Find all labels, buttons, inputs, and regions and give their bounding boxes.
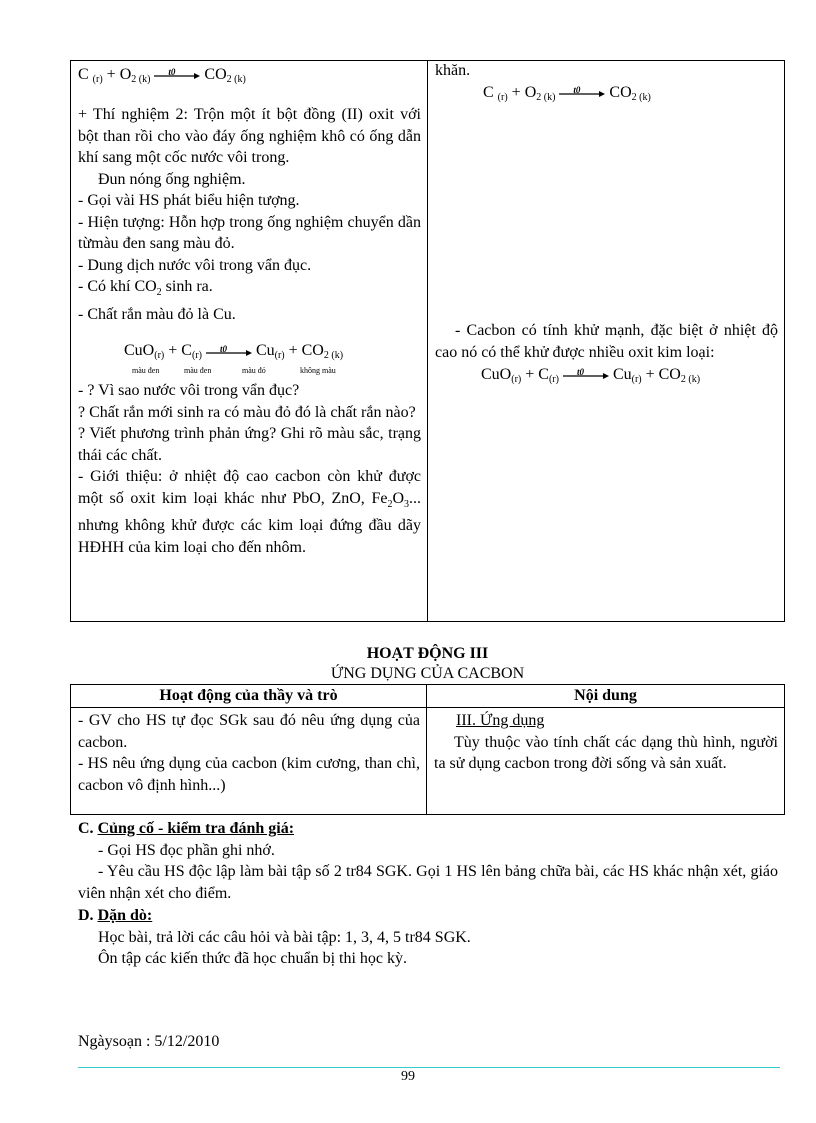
- page-number: 99: [401, 1069, 415, 1084]
- heat-step: Đun nóng ống nghiệm.: [98, 170, 246, 188]
- heat-arrow-icon: t0: [559, 86, 605, 100]
- question-limewater: - ? Vì sao nước vôi trong vẩn đục?: [78, 382, 300, 400]
- equation-carbon-oxygen-right: C $_{(r)} + O_{2 (k)}$ t0 $CO_{2 (k)}$: [483, 84, 651, 103]
- column-header-content: Nội dung: [427, 685, 785, 708]
- equation-cuo-carbon-right: $CuO_{(r)} + C_{(r)}$ t0 $Cu_{(r)} + CO_{2 (k)}$: [481, 366, 701, 385]
- question-red-solid: ? Chất rắn mới sinh ra có màu đỏ đó là chất rắn nào?: [78, 403, 416, 421]
- limewater-cloudy: - Dung dịch nước vôi trong vẩn đục.: [78, 256, 312, 274]
- lesson-table-top: [70, 60, 785, 622]
- section-c-line-1: - Gọi HS đọc phần ghi nhớ.: [98, 841, 275, 859]
- section-c-label: Củng cố - kiểm tra đánh giá:: [97, 820, 295, 837]
- introduction: - Giới thiệu: ở nhiệt độ cao cacbon còn khử được một số oxit kim loại khác như PbO, ZnO, $Fe_2O_3$... nhưng không khử được các kim loại đứng đầu dãy HĐHH của kim loại cho đến nhôm.: [78, 468, 421, 556]
- call-students: - Gọi vài HS phát biểu hiện tượng.: [78, 192, 300, 209]
- student-task: - HS nêu ứng dụng của cacbon (kim cương, than chì, cacbon vô định hình...): [78, 755, 420, 794]
- application-content-cell: [427, 708, 785, 815]
- section-d: D. Dặn dò: Học bài, trả lời các câu hỏi và bài tập: 1, 3, 4, 5 tr84 SGK. Ôn tập các kiến thức đã học chuẩn bị thi học kỳ.: [78, 905, 778, 970]
- section-d-line-2: Ôn tập các kiến thức đã học chuẩn bị thi học kỳ.: [98, 950, 408, 967]
- application-heading: III. Ứng dụng: [456, 712, 545, 729]
- gas-released: - Có khí $CO_2$ sinh ra.: [78, 278, 213, 299]
- continued-text: khăn.: [435, 62, 471, 79]
- heat-arrow-icon: t0: [563, 368, 609, 382]
- section-c-line-2: - Yêu cầu HS độc lập làm bài tập số 2 tr84 SGK. Gọi 1 HS lên bảng chữa bài, các HS khác nhận xét, giáo viên nhận xét cho điểm.: [78, 863, 778, 902]
- teacher-student-cell: [71, 61, 428, 622]
- section-c: C. Củng cố - kiểm tra đánh giá: - Gọi HS đọc phần ghi nhớ. - Yêu cầu HS độc lập làm bài tập số 2 tr84 SGK. Gọi 1 HS lên bảng chữa bài, các HS khác nhận xét, giáo viên nhận xét cho điểm.: [78, 818, 778, 904]
- phenomenon: - Hiện tượng: Hỗn hợp trong ống nghiệm chuyển dần từmàu đen sang màu đỏ.: [78, 213, 421, 252]
- content-cell: [428, 61, 785, 622]
- teacher-task: - GV cho HS tự đọc SGk sau đó nêu ứng dụng của cacbon.: [78, 712, 420, 751]
- equation-carbon-oxygen: C $_{(r)} + O_{2 (k)}$ t0 $CO_{2 (k)}$: [78, 66, 246, 85]
- heat-arrow-icon: t0: [206, 345, 252, 359]
- column-header-activities: Hoạt động của thầy và trò: [71, 685, 427, 708]
- activity-subtitle: ỨNG DỤNG CỦA CACBON: [330, 665, 525, 682]
- section-d-label: Dặn dò:: [97, 907, 153, 924]
- application-table: [70, 684, 785, 815]
- application-text: Tùy thuộc vào tính chất các dạng thù hình, người ta sử dụng cacbon trong đời sống và sản xuất.: [434, 733, 778, 772]
- section-d-line-1: Học bài, trả lời các câu hỏi và bài tập: 1, 3, 4, 5 tr84 SGK.: [98, 928, 471, 946]
- activities-cell: [71, 708, 427, 815]
- equation-color-notes: màu đen màu đen màu đỏ không màu: [132, 366, 336, 376]
- equation-cuo-carbon: $CuO_{(r)} + C_{(r)}$ t0 $Cu_{(r)} + CO_{2 (k)}$: [124, 342, 344, 362]
- red-solid: - Chất rắn màu đỏ là Cu.: [78, 305, 236, 323]
- question-equation: ? Viết phương trình phản ứng? Ghi rõ màu sắc, trạng thái các chất.: [78, 425, 421, 464]
- experiment-2: + Thí nghiệm 2: Trộn một ít bột đồng (II) oxit với bột than rồi cho vào đáy ống nghiệm khô có ống dẫn khí sang một cốc nước vôi trong.: [78, 106, 421, 166]
- activity-title: HOẠT ĐỘNG III: [366, 645, 489, 662]
- preparation-date: Ngàysoạn : 5/12/2010: [78, 1033, 220, 1050]
- heat-arrow-icon: t0: [154, 68, 200, 82]
- carbon-reducing-property: - Cacbon có tính khử mạnh, đặc biệt ở nhiệt độ cao nó có thể khử được nhiều oxit kim loại:: [435, 322, 778, 361]
